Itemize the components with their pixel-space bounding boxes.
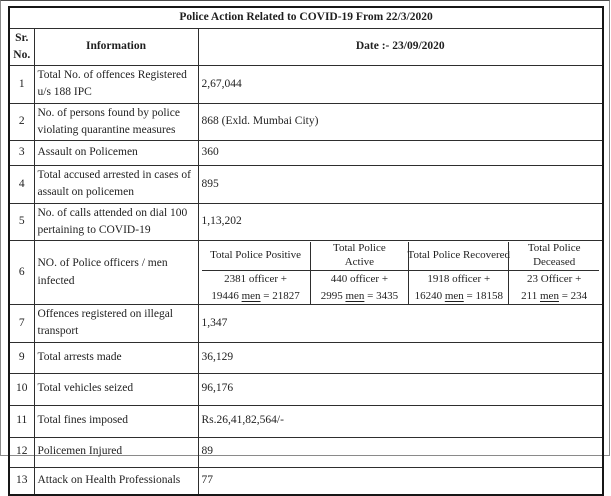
subcol-active [310,242,409,304]
header-date: Date :- 23/09/2020 [198,28,603,66]
subcol-deceased-value [509,271,599,304]
value-suffix: = 21827 [260,289,300,302]
subcol-active-header-line1: Total Police [333,242,386,255]
row-13-sr: 13 [9,467,34,495]
row-6-info: NO. of Police officers / men infected [34,241,198,305]
row-3-value: 360 [198,141,603,166]
subcol-active-value-line2 [321,288,398,305]
row-4-sr: 4 [9,166,34,204]
subcol-active-header [311,242,409,271]
value-men-word: men [444,289,464,302]
value-men-word: men [345,289,365,302]
table-row-10 [9,373,603,405]
table-row-13 [9,467,603,495]
table-row-4 [9,166,603,204]
header-sr-line2: No. [13,48,31,61]
value-prefix: 2995 [320,289,346,302]
subcol-active-header-line2: Active [344,256,375,268]
row-9-value: 36,129 [198,342,603,373]
value-prefix: 211 [521,289,540,302]
table-row-3 [9,141,603,166]
subcol-positive [202,242,310,304]
row-3-info: Assault on Policemen [34,141,198,166]
value-suffix: = 234 [558,289,588,302]
value-men-word: men [241,289,261,302]
row-1-value: 2,67,044 [198,66,603,104]
table-header-row [9,28,603,66]
row-5-sr: 5 [9,203,34,241]
table-row-2 [9,103,603,141]
subcol-recovered-header-line: Total Police Recovered [407,249,511,262]
row-5-value: 1,13,202 [198,203,603,241]
police-action-table [8,6,604,496]
subcol-recovered-header [407,242,511,271]
row-1-sr: 1 [9,66,34,104]
row-6-sr: 6 [9,241,34,305]
table-row-5 [9,203,603,241]
row-6-subtable-cell [198,241,603,305]
row-4-info: Total accused arrested in cases of assault on policemen [34,166,198,204]
subcol-deceased-value-line1: 23 Officer + [527,273,582,285]
subcol-active-value-line1: 440 officer + [330,273,389,285]
value-suffix: = 18158 [463,289,503,302]
table-title-row [9,7,603,28]
row-10-info: Total vehicles seized [34,373,198,405]
row-3-sr: 3 [9,141,34,166]
table-row-6 [9,241,603,305]
subcol-recovered-value [409,271,508,304]
subcol-recovered [407,242,511,304]
row-2-sr: 2 [9,103,34,141]
header-information: Information [34,28,198,66]
row-1-info: Total No. of offences Registered u/s 188 IPC [34,66,198,104]
table-row-1 [9,66,603,104]
subcol-deceased-header-line2: Deceased [533,256,576,268]
row-9-sr: 9 [9,342,34,373]
table-row-11 [9,405,603,437]
row-12-info: Policemen Injured [34,437,198,467]
row-9-info: Total arrests made [34,342,198,373]
police-infected-subtable [202,242,600,303]
subcol-positive-value-line1: 2381 officer + [224,273,287,285]
row-7-sr: 7 [9,305,34,343]
subcol-deceased-header-line1: Total Police [527,242,581,255]
subcol-positive-header-line: Total Police Positive [210,249,301,262]
subcol-deceased-header [509,242,599,271]
subcol-deceased [508,242,599,304]
row-5-info: No. of calls attended on dial 100 pertaining to COVID-19 [34,203,198,241]
subcol-recovered-value-line1: 1918 officer + [427,273,491,285]
value-prefix: 19446 [211,289,242,302]
subcol-deceased-value-line2 [521,288,587,305]
table-row-12 [9,437,603,467]
value-prefix: 16240 [414,289,445,302]
row-4-value: 895 [198,166,603,204]
subcol-positive-header [202,242,310,271]
value-men-word: men [540,289,559,302]
table-row-7 [9,305,603,343]
row-7-value: 1,347 [198,305,603,343]
row-11-sr: 11 [9,405,34,437]
value-suffix: = 3435 [364,289,399,302]
row-7-info: Offences registered on illegal transport [34,305,198,343]
table-title: Police Action Related to COVID-19 From 22/3/2020 [9,7,603,28]
row-10-sr: 10 [9,373,34,405]
row-11-value: Rs.26,41,82,564/- [198,405,603,437]
row-2-value: 868 (Exld. Mumbai City) [198,103,603,141]
row-12-value: 89 [198,437,603,467]
row-13-info: Attack on Health Professionals [34,467,198,495]
subcol-positive-value [202,271,310,304]
subcol-recovered-value-line2 [415,288,503,305]
subcol-positive-value-line2 [211,288,299,305]
row-10-value: 96,176 [198,373,603,405]
subcol-active-value [311,271,409,304]
row-12-sr: 12 [9,437,34,467]
header-sr-no [9,28,34,66]
row-13-value: 77 [198,467,603,495]
row-2-info: No. of persons found by police violating quarantine measures [34,103,198,141]
table-row-9 [9,342,603,373]
header-sr-line1: Sr. [15,31,29,44]
row-11-info: Total fines imposed [34,405,198,437]
